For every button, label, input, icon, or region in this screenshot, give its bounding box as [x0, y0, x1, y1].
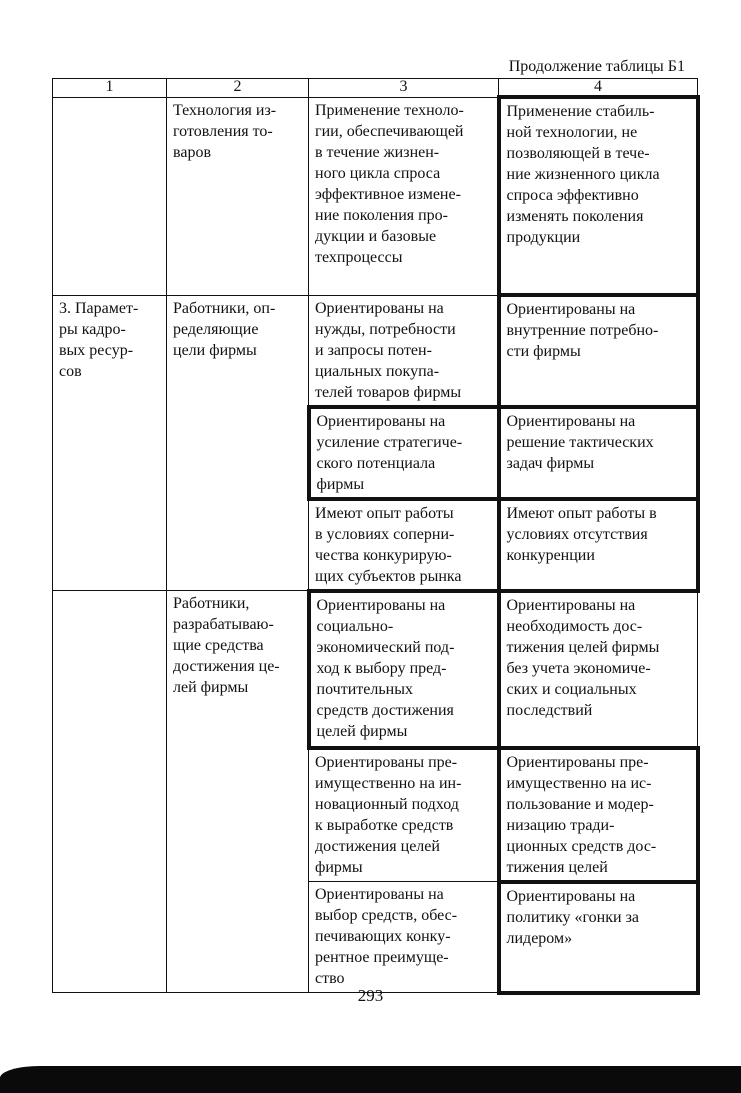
cell-text: Работники, оп- ределяющие цели фирмы — [173, 299, 276, 359]
cell-row1-col4 — [499, 97, 698, 295]
cell-row7-col4 — [499, 882, 698, 993]
cell-text: Технология из- готовления то- варов — [173, 101, 277, 161]
cell-text: Ориентированы на социально- экономический под- ход к выбору пред- почтительных средств достижения целей фирмы — [316, 596, 455, 740]
cell-text: Ориентированы на усиление стратегиче- ского потенциала фирмы — [316, 412, 463, 493]
column-header-2: 2 — [167, 79, 309, 98]
cell-text: Ориентированы на нужды, потребности и запросы потен- циальных покупа- телей товаров фирмы — [315, 299, 462, 401]
column-header-3: 3 — [309, 79, 499, 98]
cell-text: Ориентированы на политику «гонки за лидером» — [506, 887, 639, 947]
cell-text: Применение стабиль- ной технологии, не позволяющей в тече- ние жизненного цикла спроса эффективно изменять поколения продукции — [506, 103, 660, 246]
scan-edge-shadow — [0, 1066, 741, 1093]
cell-row3-col4 — [499, 407, 698, 499]
table-row — [53, 295, 698, 407]
cell-row3-col3 — [309, 407, 499, 499]
cell-goal-workers — [167, 295, 309, 591]
cell-row1-col1 — [53, 97, 167, 295]
table-row — [53, 591, 698, 748]
cell-row4-col3 — [309, 499, 499, 591]
page-number: 293 — [357, 986, 384, 1005]
cell-text: Ориентированы на выбор средств, обес- печивающих конку- рентное преимуще- ство — [315, 886, 458, 987]
table-row — [53, 97, 698, 295]
cell-row6-col3 — [309, 748, 499, 882]
column-header-4: 4 — [499, 79, 698, 98]
cell-text: 3. Парамет- ры кадро- вых ресур- сов — [59, 299, 139, 380]
cell-text: Имеют опыт работы в условиях отсутствия конкуренции — [506, 504, 657, 564]
cell-text: Ориентированы на решение тактических задач фирмы — [506, 412, 654, 472]
cell-row6-col4 — [499, 748, 698, 882]
cell-row4-col4 — [499, 499, 698, 591]
cell-text: Ориентированы пре- имущественно на ис- пользование и модер- низацию тради- ционных средств дос- тижения целей — [506, 753, 657, 876]
cell-row1-col3 — [309, 97, 499, 295]
cell-row2-col4 — [499, 295, 698, 407]
cell-row7-col3 — [309, 882, 499, 993]
cell-row1-col2 — [167, 97, 309, 295]
criteria-table — [52, 78, 700, 995]
column-header-1: 1 — [53, 79, 167, 98]
cell-row2-col3 — [309, 295, 499, 407]
cell-text: Работники, разрабатываю- щие средства достижения це- лей фирмы — [173, 595, 280, 696]
cell-text: Ориентированы на внутренние потребно- сти фирмы — [506, 301, 659, 360]
cell-parameter-group — [53, 295, 167, 591]
cell-text: Ориентированы пре- имущественно на ин- новационный подход к выработке средств достижения целей фирмы — [315, 753, 462, 876]
cell-row5-col3 — [309, 591, 499, 748]
cell-row5-col4 — [499, 591, 698, 748]
cell-text: Применение техноло- гии, обеспечивающей в течение жизнен- ного цикла спроса эффективное измене- ние поколения про- дукции и базовые техпроцессы — [315, 101, 464, 266]
cell-text: Ориентированы на необходимость дос- тижения целей фирмы без учета экономиче- ских и социальных последствий — [506, 596, 660, 719]
table-continuation-label: Продолжение таблицы Б1 — [508, 58, 685, 75]
cell-means-workers — [167, 591, 309, 993]
header-row — [53, 79, 698, 98]
cell-text: Имеют опыт работы в условиях соперни- чества конкурирую- щих субъектов рынка — [315, 504, 462, 585]
cell-group-continuation — [53, 591, 167, 993]
